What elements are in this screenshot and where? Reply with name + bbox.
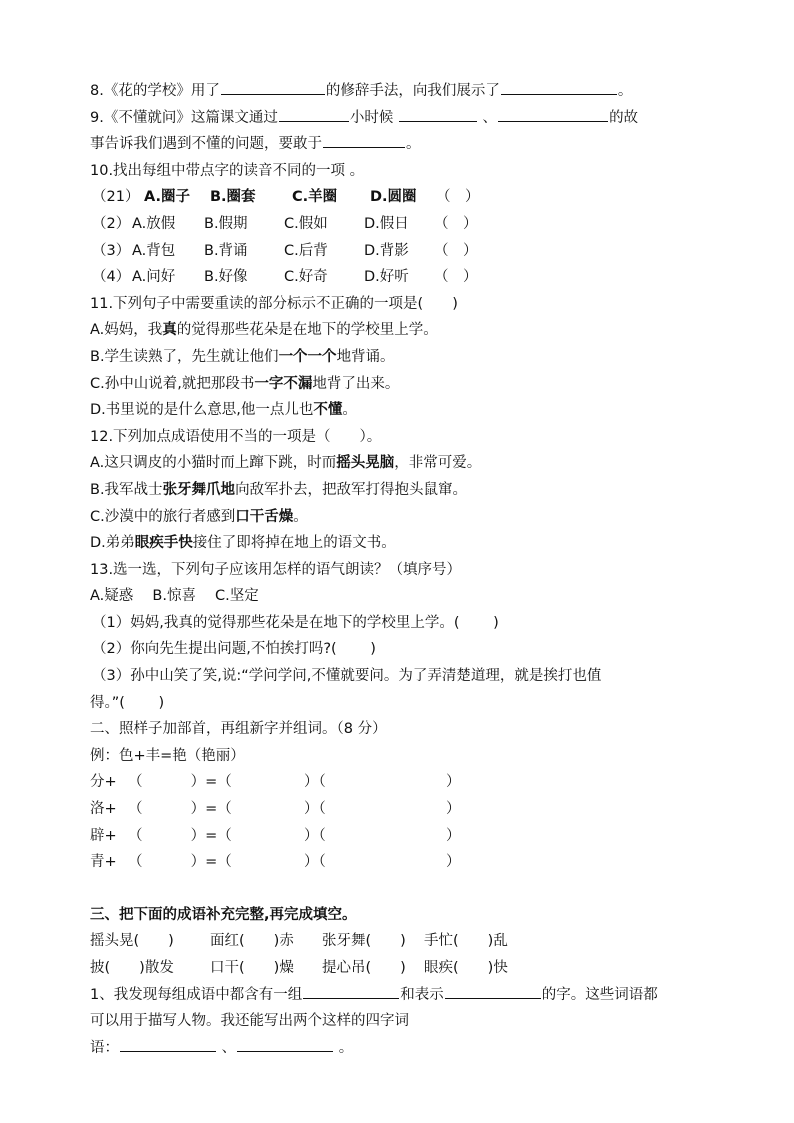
sec3-blank-3[interactable] xyxy=(120,1037,216,1052)
q12-option-d: D.弟弟眼疾手快接住了即将掉在地上的语文书。 xyxy=(90,535,396,552)
q10-option-d: D.好听 xyxy=(364,269,409,286)
q9-text-b: 小时候 xyxy=(349,109,398,126)
q10-answer-paren[interactable]: （ ） xyxy=(434,215,478,232)
radical-word-blank[interactable]: ） xyxy=(446,801,461,818)
idiom-item[interactable]: 披( )散发 xyxy=(90,960,174,976)
q13-sentence-3-line-2[interactable]: 得。”( ) xyxy=(90,694,165,711)
idiom-item[interactable]: 提心吊( ) xyxy=(322,960,406,976)
radical-new-char-blank[interactable]: （ ）=（ xyxy=(128,854,232,871)
q13-sentence-3-line-1: （3）孙中山笑了笑,说:“学问学问,不懂就要问。为了弄清楚道理，就是挨打也值 xyxy=(92,668,602,685)
sec3-question-1-line-1: 1、我发现每组成语中都含有一组 和表示 的字。这些词语都 xyxy=(90,982,710,1009)
q9-text-d: 的故 xyxy=(609,109,639,126)
question-12-title: 12.下列加点成语使用不当的一项是（ ）。 xyxy=(90,428,382,445)
q10-option-b: B.圈套 xyxy=(210,189,256,206)
q12-d-idiom: 眼疾手快 xyxy=(134,535,193,552)
radical-row xyxy=(90,769,710,796)
section-2-title: 二、照样子加部首，再组新字并组词。（8 分） xyxy=(90,721,387,738)
q12-a-idiom: 摇头晃脑 xyxy=(336,455,395,472)
q10-option-c: C.后背 xyxy=(284,242,328,259)
q10-option-b: B.好像 xyxy=(204,269,248,286)
question-10-title: 10.找出每组中带点字的读音不同的一项 。 xyxy=(90,162,365,179)
question-8 xyxy=(90,78,710,105)
sec3-blank-1[interactable] xyxy=(303,984,399,999)
idiom-item[interactable]: 面红( )赤 xyxy=(210,933,294,950)
radical-base-char: 青+ xyxy=(90,854,117,871)
q11-c-stressed: 一字不漏 xyxy=(254,375,313,392)
q13-sentence-1[interactable]: （1）妈妈,我真的觉得那些花朵是在地下的学校里上学。( ) xyxy=(92,614,499,631)
q11-option-a: A.妈妈，我真的觉得那些花朵是在地下的学校里上学。 xyxy=(90,322,438,339)
q12-option-b: B.我军战士张牙舞爪地向敌军扑去，把敌军打得抱头鼠窜。 xyxy=(90,481,468,498)
radical-base-char: 辟+ xyxy=(90,827,117,844)
q11-option-c: C.孙中山说着,就把那段书一字不漏地背了出来。 xyxy=(90,375,400,392)
q11-option-d: D.书里说的是什么意思,他一点儿也不懂。 xyxy=(90,402,357,419)
q11-option-b: B.学生读熟了，先生就让他们一个一个地背诵。 xyxy=(90,348,395,365)
q9-text-e: 事告诉我们遇到不懂的问题，要敢于 xyxy=(90,136,322,153)
section-gap xyxy=(90,876,710,902)
section-2-example: 例：色+丰=艳（艳丽） xyxy=(90,747,245,764)
q10-row-number: （21） xyxy=(92,189,140,206)
radical-close-paren: ）（ xyxy=(304,774,326,791)
radical-new-char-blank[interactable]: （ ）=（ xyxy=(128,827,232,844)
q10-option-a: A.圈子 xyxy=(144,189,190,206)
question-11-title: 11.下列句子中需要重读的部分标示不正确的一项是( ) xyxy=(90,295,458,312)
q10-row xyxy=(90,184,710,211)
q10-option-c: C.好奇 xyxy=(284,269,328,286)
q11-b-stressed: 一个一个 xyxy=(278,348,337,365)
sec3-blank-2[interactable] xyxy=(445,984,541,999)
q13-tone-options: A.疑惑 B.惊喜 C.坚定 xyxy=(90,588,259,605)
q9-text-c: 、 xyxy=(477,109,498,126)
q10-row xyxy=(90,211,710,238)
q9-text-a: 9.《不懂就问》这篇课文通过 xyxy=(90,109,278,126)
q10-row-number: （3） xyxy=(92,242,131,259)
idiom-item[interactable]: 眼疾( )快 xyxy=(424,960,508,976)
question-9-line-1 xyxy=(90,105,710,132)
q12-option-c: C.沙漠中的旅行者感到口干舌燥。 xyxy=(90,508,308,525)
idiom-item[interactable]: 张牙舞( ) xyxy=(322,933,406,950)
q10-option-d: D.圆圈 xyxy=(370,189,417,206)
q11-d-stressed: 不懂 xyxy=(313,402,343,419)
radical-row xyxy=(90,849,710,876)
radical-close-paren: ）（ xyxy=(304,854,326,871)
radical-word-blank[interactable]: ） xyxy=(446,827,461,844)
q10-option-b: B.背诵 xyxy=(204,242,248,259)
q10-option-b: B.假期 xyxy=(204,215,248,232)
q11-a-stressed: 真 xyxy=(162,322,177,339)
question-9-line-2 xyxy=(90,131,710,158)
radical-row xyxy=(90,796,710,823)
q10-row-number: （2） xyxy=(92,215,131,232)
q12-c-idiom: 口干舌燥 xyxy=(235,508,294,525)
q8-text-a: 8.《花的学校》用了 xyxy=(90,83,220,99)
q10-option-a: A.放假 xyxy=(132,215,176,232)
q9-text-f: 。 xyxy=(406,136,421,153)
q9-blank-2[interactable] xyxy=(399,107,477,122)
q10-option-c: C.假如 xyxy=(284,215,328,232)
idiom-row-1 xyxy=(90,928,710,955)
sec3-blank-4[interactable] xyxy=(237,1037,333,1052)
radical-new-char-blank[interactable]: （ ）=（ xyxy=(128,801,232,818)
q10-option-d: D.假日 xyxy=(364,215,409,232)
idiom-item[interactable]: 摇头晃( ) xyxy=(90,933,174,950)
q10-answer-paren[interactable]: （ ） xyxy=(434,269,478,286)
q10-option-a: A.背包 xyxy=(132,242,176,259)
q10-row xyxy=(90,264,710,291)
q8-blank-1[interactable] xyxy=(221,80,325,95)
q10-answer-paren[interactable]: （ ） xyxy=(434,242,478,259)
radical-row xyxy=(90,823,710,850)
q13-sentence-2[interactable]: （2）你向先生提出问题,不怕挨打吗?( ) xyxy=(92,641,376,658)
q9-blank-3[interactable] xyxy=(498,107,608,122)
q8-blank-2[interactable] xyxy=(501,80,617,95)
q9-blank-4[interactable] xyxy=(323,133,405,148)
sec3-question-1-line-3: 语： 、 。 xyxy=(90,1035,710,1062)
q8-text-b: 的修辞手法，向我们展示了 xyxy=(325,83,500,99)
q10-row xyxy=(90,238,710,265)
q10-row-number: （4） xyxy=(92,269,131,286)
radical-word-blank[interactable]: ） xyxy=(446,774,461,791)
radical-close-paren: ）（ xyxy=(304,827,326,844)
q10-option-d: D.背影 xyxy=(364,242,409,259)
worksheet-content xyxy=(90,78,710,1061)
q10-answer-paren[interactable]: （ ） xyxy=(436,189,480,206)
idiom-row-2 xyxy=(90,955,710,982)
idiom-item[interactable]: 口干( )燥 xyxy=(210,960,294,976)
q12-b-idiom: 张牙舞爪地 xyxy=(162,481,236,498)
radical-new-char-blank[interactable]: （ ）=（ xyxy=(128,774,232,791)
q9-blank-1[interactable] xyxy=(279,107,349,122)
sec3-question-1-line-2: 可以用于描写人物。我还能写出两个这样的四字词 xyxy=(90,1013,409,1030)
idiom-item[interactable]: 手忙( )乱 xyxy=(424,933,508,950)
q10-option-c: C.羊圈 xyxy=(292,189,338,206)
radical-base-char: 洛+ xyxy=(90,801,117,818)
radical-close-paren: ）（ xyxy=(304,801,326,818)
q10-option-a: A.问好 xyxy=(132,269,176,286)
section-3-title: 三、把下面的成语补充完整,再完成填空。 xyxy=(90,906,357,923)
q12-option-a: A.这只调皮的小猫时而上蹿下跳，时而摇头晃脑，非常可爱。 xyxy=(90,455,482,472)
q8-text-c: 。 xyxy=(617,83,633,99)
radical-word-blank[interactable]: ） xyxy=(446,854,461,871)
question-13-title: 13.选一选，下列句子应该用怎样的语气朗读？（填序号） xyxy=(90,561,462,578)
radical-base-char: 分+ xyxy=(90,774,117,791)
